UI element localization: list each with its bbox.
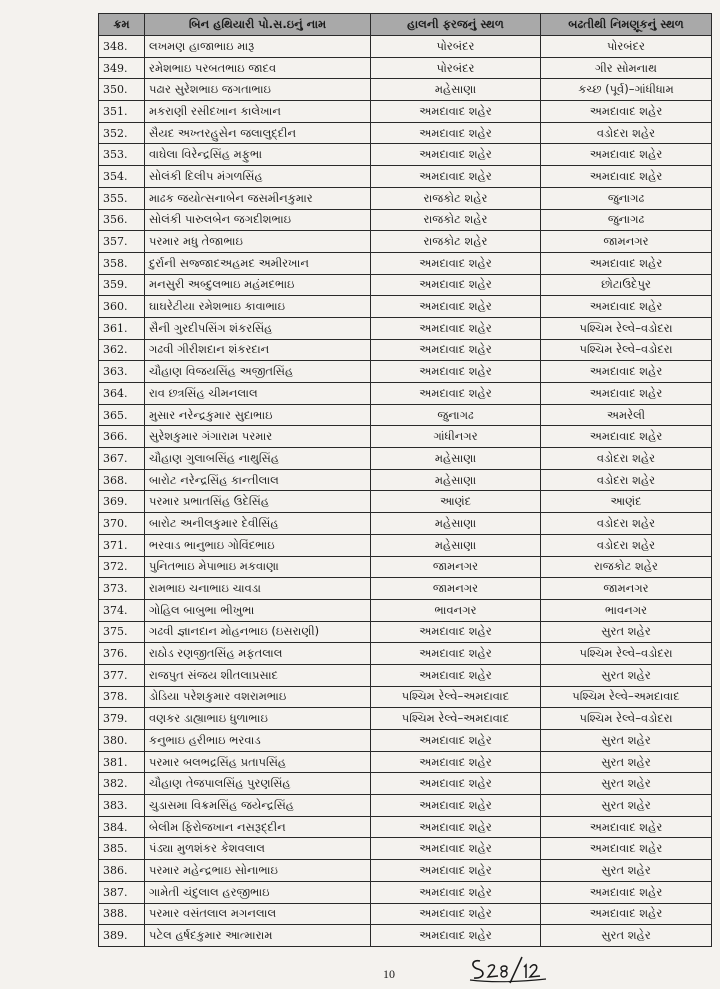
table-row [99, 101, 712, 123]
current-posting: અમદાવાદ શહેર [371, 361, 541, 383]
serial-number: 385. [99, 838, 145, 860]
new-posting: પશ્ચિમ રેલ્વે–વડોદરા [541, 643, 712, 665]
table-row [99, 816, 712, 838]
new-posting: અમદાવાદ શહેર [541, 166, 712, 188]
header-officer-name: બિન હથિયારી પો.સ.ઇનું નામ [145, 14, 371, 36]
serial-number: 387. [99, 881, 145, 903]
new-posting: અમદાવાદ શહેર [541, 252, 712, 274]
officer-name: સુરેશકુમાર ગંગારામ પરમાર [145, 426, 371, 448]
serial-number: 380. [99, 730, 145, 752]
officer-name: વાઘેલા વિરેન્દ્રસિંહ મફુભા [145, 144, 371, 166]
serial-number: 379. [99, 708, 145, 730]
officer-name: ગામેતી ચંદુલાલ હરજીભાઇ [145, 881, 371, 903]
officer-name: પટેલ હર્ષદકુમાર આત્મારામ [145, 925, 371, 947]
new-posting: સુરત શહેર [541, 664, 712, 686]
table-row [99, 686, 712, 708]
serial-number: 365. [99, 404, 145, 426]
new-posting: રાજકોટ શહેર [541, 556, 712, 578]
officer-name: બેલીમ ફિરોજખાન નસરૂદ્દીન [145, 816, 371, 838]
table-row [99, 252, 712, 274]
table-row [99, 708, 712, 730]
table-row [99, 513, 712, 535]
serial-number: 357. [99, 231, 145, 253]
serial-number: 384. [99, 816, 145, 838]
current-posting: અમદાવાદ શહેર [371, 795, 541, 817]
officer-name: પઢાર સુરેશભાઇ જગતાભાઇ [145, 79, 371, 101]
officer-name: પંડ્યા મુળશંકર કેશવલાલ [145, 838, 371, 860]
current-posting: રાજકોટ શહેર [371, 187, 541, 209]
officer-name: પુનિતભાઇ મેપાભાઇ મકવાણા [145, 556, 371, 578]
table-body [99, 36, 712, 947]
new-posting: સુરત શહેર [541, 751, 712, 773]
current-posting: અમદાવાદ શહેર [371, 925, 541, 947]
serial-number: 388. [99, 903, 145, 925]
table-row [99, 144, 712, 166]
current-posting: અમદાવાદ શહેર [371, 773, 541, 795]
table-row [99, 36, 712, 58]
serial-number: 349. [99, 57, 145, 79]
table-row [99, 339, 712, 361]
serial-number: 367. [99, 448, 145, 470]
current-posting: અમદાવાદ શહેર [371, 296, 541, 318]
new-posting: છોટાઉદેપુર [541, 274, 712, 296]
table-row [99, 448, 712, 470]
current-posting: ભાવનગર [371, 599, 541, 621]
table-row [99, 751, 712, 773]
table-header-row [99, 14, 712, 36]
serial-number: 356. [99, 209, 145, 231]
promotion-table [98, 13, 712, 947]
table-row [99, 469, 712, 491]
serial-number: 376. [99, 643, 145, 665]
current-posting: અમદાવાદ શહેર [371, 751, 541, 773]
current-posting: અમદાવાદ શહેર [371, 274, 541, 296]
serial-number: 377. [99, 664, 145, 686]
new-posting: સુરત શહેર [541, 730, 712, 752]
officer-name: ગઢવી ગીરીશદાન શંકરદાન [145, 339, 371, 361]
serial-number: 354. [99, 166, 145, 188]
officer-name: કનુભાઇ હરીભાઇ ભરવાડ [145, 730, 371, 752]
current-posting: અમદાવાદ શહેર [371, 903, 541, 925]
table-row [99, 664, 712, 686]
officer-name: બારોટ નરેન્દ્રસિંહ કાન્તીલાલ [145, 469, 371, 491]
officer-name: સોલંકી પારુલબેન જગદીશભાઇ [145, 209, 371, 231]
current-posting: મહેસાણા [371, 534, 541, 556]
serial-number: 389. [99, 925, 145, 947]
table-row [99, 426, 712, 448]
serial-number: 369. [99, 491, 145, 513]
new-posting: વડોદરા શહેર [541, 534, 712, 556]
new-posting: વડોદરા શહેર [541, 513, 712, 535]
officer-name: વણકર ડાહ્યાભાઇ ધુળાભાઇ [145, 708, 371, 730]
serial-number: 372. [99, 556, 145, 578]
officer-name: પરમાર વસંતલાલ મગનલાલ [145, 903, 371, 925]
handwritten-signature [466, 953, 556, 985]
new-posting: અમદાવાદ શહેર [541, 881, 712, 903]
officer-name: ભરવાડ ભાનુભાઇ ગોવિંદભાઇ [145, 534, 371, 556]
table-row [99, 881, 712, 903]
new-posting: અમરેલી [541, 404, 712, 426]
table-row [99, 231, 712, 253]
serial-number: 350. [99, 79, 145, 101]
table-row [99, 57, 712, 79]
new-posting: જુનાગઢ [541, 187, 712, 209]
current-posting: મહેસાણા [371, 469, 541, 491]
officer-name: સૈની ગુરદીપસિંગ શંકરસિંહ [145, 317, 371, 339]
serial-number: 386. [99, 860, 145, 882]
current-posting: મહેસાણા [371, 448, 541, 470]
current-posting: રાજકોટ શહેર [371, 209, 541, 231]
new-posting: અમદાવાદ શહેર [541, 383, 712, 405]
table-row [99, 79, 712, 101]
new-posting: સુરત શહેર [541, 773, 712, 795]
new-posting: પોરબંદર [541, 36, 712, 58]
current-posting: અમદાવાદ શહેર [371, 621, 541, 643]
current-posting: અમદાવાદ શહેર [371, 860, 541, 882]
officer-name: માઢક જયોત્સનાબેન જસમીનકુમાર [145, 187, 371, 209]
officer-name: રાઠોડ રણજીતસિંહ મફતલાલ [145, 643, 371, 665]
serial-number: 363. [99, 361, 145, 383]
serial-number: 353. [99, 144, 145, 166]
table-row [99, 187, 712, 209]
serial-number: 383. [99, 795, 145, 817]
new-posting: જામનગર [541, 231, 712, 253]
officer-name: ડોડિયા પરેશકુમાર વશરામભાઇ [145, 686, 371, 708]
new-posting: ગીર સોમનાથ [541, 57, 712, 79]
table-row [99, 404, 712, 426]
new-posting: વડોદરા શહેર [541, 469, 712, 491]
serial-number: 381. [99, 751, 145, 773]
officer-name: ગોહિલ બાબુભા ભીખુભા [145, 599, 371, 621]
current-posting: પશ્ચિમ રેલ્વે–અમદાવાદ [371, 708, 541, 730]
officer-name: સૈયદ અખ્તરહુસેન જલાલુદ્દીન [145, 122, 371, 144]
serial-number: 378. [99, 686, 145, 708]
new-posting: અમદાવાદ શહેર [541, 101, 712, 123]
serial-number: 373. [99, 578, 145, 600]
current-posting: અમદાવાદ શહેર [371, 816, 541, 838]
officer-name: ચૌહાણ વિજયસિંહ અજીતસિંહ [145, 361, 371, 383]
new-posting: સુરત શહેર [541, 795, 712, 817]
serial-number: 348. [99, 36, 145, 58]
table-row [99, 556, 712, 578]
table-row [99, 317, 712, 339]
new-posting: પશ્ચિમ રેલ્વે–વડોદરા [541, 317, 712, 339]
officer-name: પરમાર બલભદ્રસિંહ પ્રતાપસિંહ [145, 751, 371, 773]
table-row [99, 838, 712, 860]
serial-number: 351. [99, 101, 145, 123]
current-posting: આણંદ [371, 491, 541, 513]
table-row [99, 296, 712, 318]
officer-name: રામભાઇ ચનાભાઇ ચાવડા [145, 578, 371, 600]
current-posting: અમદાવાદ શહેર [371, 101, 541, 123]
officer-name: પરમાર પ્રભાતસિંહ ઉદેસિંહ [145, 491, 371, 513]
serial-number: 368. [99, 469, 145, 491]
table-row [99, 795, 712, 817]
new-posting: વડોદરા શહેર [541, 122, 712, 144]
serial-number: 352. [99, 122, 145, 144]
table-row [99, 166, 712, 188]
officer-name: ચૌહાણ તેજપાલસિંહ પુરણસિંહ [145, 773, 371, 795]
new-posting: અમદાવાદ શહેર [541, 903, 712, 925]
serial-number: 374. [99, 599, 145, 621]
officer-name: સોલંકી દિલીપ મંગળસિંહ [145, 166, 371, 188]
officer-name: ચૌહાણ ગુલાબસિંહ નાથુસિંહ [145, 448, 371, 470]
new-posting: પશ્ચિમ રેલ્વે–વડોદરા [541, 708, 712, 730]
current-posting: અમદાવાદ શહેર [371, 252, 541, 274]
officer-name: રાવ છત્રસિંહ ચીમનલાલ [145, 383, 371, 405]
officer-name: ગઢવી જ્ઞાનદાન મોહનભાઇ (ઇસરાણી) [145, 621, 371, 643]
new-posting: અમદાવાદ શહેર [541, 144, 712, 166]
current-posting: અમદાવાદ શહેર [371, 838, 541, 860]
officer-name: રમેશભાઇ પરબતભાઇ જાદવ [145, 57, 371, 79]
serial-number: 370. [99, 513, 145, 535]
header-current-posting: હાલની ફરજનું સ્થળ [371, 14, 541, 36]
current-posting: અમદાવાદ શહેર [371, 881, 541, 903]
current-posting: રાજકોટ શહેર [371, 231, 541, 253]
serial-number: 361. [99, 317, 145, 339]
officer-name: ઘાઘરેટીયા રમેશભાઇ કાવાભાઇ [145, 296, 371, 318]
document-page [98, 13, 711, 947]
current-posting: અમદાવાદ શહેર [371, 643, 541, 665]
officer-name: મકરાણી રસીદખાન કાલેખાન [145, 101, 371, 123]
new-posting: પશ્ચિમ રેલ્વે–વડોદરા [541, 339, 712, 361]
table-row [99, 122, 712, 144]
current-posting: પોરબંદર [371, 57, 541, 79]
new-posting: સુરત શહેર [541, 860, 712, 882]
header-serial-number: ક્રમ [99, 14, 145, 36]
table-row [99, 903, 712, 925]
new-posting: અમદાવાદ શહેર [541, 361, 712, 383]
new-posting: વડોદરા શહેર [541, 448, 712, 470]
current-posting: પશ્ચિમ રેલ્વે–અમદાવાદ [371, 686, 541, 708]
new-posting: કચ્છ (પૂર્વ)–ગાંધીધામ [541, 79, 712, 101]
serial-number: 366. [99, 426, 145, 448]
table-row [99, 599, 712, 621]
table-row [99, 730, 712, 752]
page-number: 10 [383, 967, 395, 981]
serial-number: 359. [99, 274, 145, 296]
current-posting: જામનગર [371, 578, 541, 600]
current-posting: અમદાવાદ શહેર [371, 317, 541, 339]
current-posting: અમદાવાદ શહેર [371, 166, 541, 188]
table-row [99, 361, 712, 383]
new-posting: ભાવનગર [541, 599, 712, 621]
table-row [99, 643, 712, 665]
table-row [99, 860, 712, 882]
table-row [99, 925, 712, 947]
current-posting: મહેસાણા [371, 513, 541, 535]
table-row [99, 274, 712, 296]
table-row [99, 491, 712, 513]
current-posting: પોરબંદર [371, 36, 541, 58]
serial-number: 360. [99, 296, 145, 318]
officer-name: ચુડાસમા વિક્રમસિંહ જયેન્દ્રસિંહ [145, 795, 371, 817]
current-posting: અમદાવાદ શહેર [371, 730, 541, 752]
table-row [99, 534, 712, 556]
serial-number: 364. [99, 383, 145, 405]
current-posting: અમદાવાદ શહેર [371, 383, 541, 405]
current-posting: અમદાવાદ શહેર [371, 339, 541, 361]
serial-number: 362. [99, 339, 145, 361]
officer-name: પરમાર મધુ તેજાભાઇ [145, 231, 371, 253]
new-posting: અમદાવાદ શહેર [541, 296, 712, 318]
new-posting: અમદાવાદ શહેર [541, 816, 712, 838]
officer-name: લખમણ હાજાભાઇ મારૂ [145, 36, 371, 58]
current-posting: મહેસાણા [371, 79, 541, 101]
current-posting: અમદાવાદ શહેર [371, 664, 541, 686]
serial-number: 382. [99, 773, 145, 795]
new-posting: અમદાવાદ શહેર [541, 838, 712, 860]
officer-name: મુસાર નરેન્દ્રકુમાર સુદાભાઇ [145, 404, 371, 426]
current-posting: અમદાવાદ શહેર [371, 144, 541, 166]
current-posting: જામનગર [371, 556, 541, 578]
table-row [99, 773, 712, 795]
officer-name: પરમાર મહેન્દ્રભાઇ સોનાભાઇ [145, 860, 371, 882]
page-footer [0, 967, 720, 989]
serial-number: 375. [99, 621, 145, 643]
new-posting: અમદાવાદ શહેર [541, 426, 712, 448]
new-posting: સુરત શહેર [541, 925, 712, 947]
officer-name: બારોટ અનીલકુમાર દેવીસિંહ [145, 513, 371, 535]
table-row [99, 621, 712, 643]
table-row [99, 209, 712, 231]
current-posting: અમદાવાદ શહેર [371, 122, 541, 144]
serial-number: 355. [99, 187, 145, 209]
serial-number: 371. [99, 534, 145, 556]
officer-name: રાજપુત સંજય શીતલાપ્રસાદ [145, 664, 371, 686]
current-posting: ગાંધીનગર [371, 426, 541, 448]
officer-name: દુર્રાની સજ્જાદઅહમદ અમીરખાન [145, 252, 371, 274]
table-row [99, 578, 712, 600]
header-new-posting: બઢતીથી નિમણૂકનું સ્થળ [541, 14, 712, 36]
serial-number: 358. [99, 252, 145, 274]
officer-name: મનસુરી અબ્દુલભાઇ મહંમદભાઇ [145, 274, 371, 296]
table-row [99, 383, 712, 405]
current-posting: જુનાગઢ [371, 404, 541, 426]
new-posting: જામનગર [541, 578, 712, 600]
new-posting: પશ્ચિમ રેલ્વે–અમદાવાદ [541, 686, 712, 708]
new-posting: સુરત શહેર [541, 621, 712, 643]
new-posting: જુનાગઢ [541, 209, 712, 231]
new-posting: આણંદ [541, 491, 712, 513]
